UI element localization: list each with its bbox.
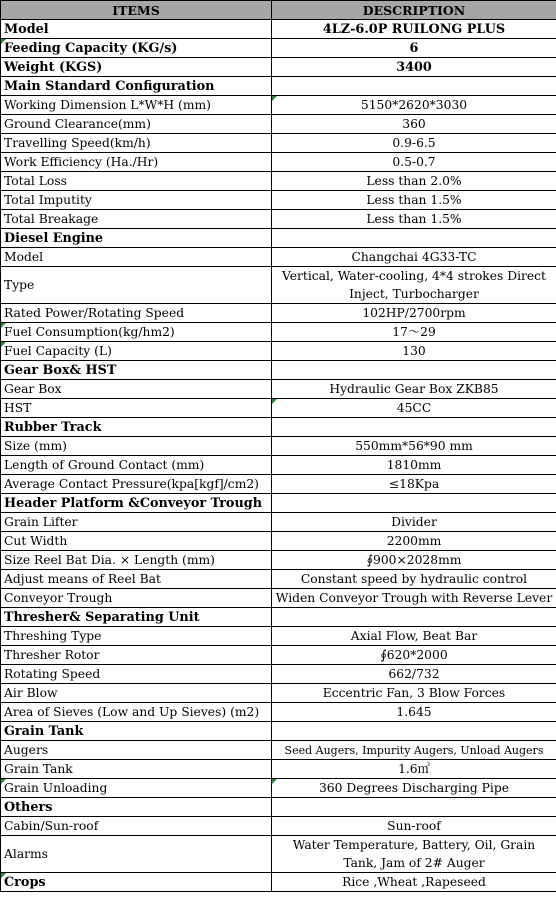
row-label: Type [1,267,272,304]
table-row [1,20,556,39]
table-row [1,589,556,608]
row-label: Thresher Rotor [1,646,272,665]
row-value: 0.9-6.5 [272,134,556,153]
table-row [1,210,556,229]
table-row [1,513,556,532]
column-header-items: ITEMS [1,1,272,20]
section-row [1,361,556,380]
row-label: Fuel Capacity (L) [1,342,272,361]
row-value: 0.5-0.7 [272,153,556,172]
row-value [272,361,556,380]
table-row [1,153,556,172]
row-label: Size Reel Bat Dia. × Length (mm) [1,551,272,570]
table-row [1,551,556,570]
row-value: 360 Degrees Discharging Pipe [272,779,556,798]
row-label: Length of Ground Contact (mm) [1,456,272,475]
table-row [1,646,556,665]
section-row [1,608,556,627]
row-value: Changchai 4G33-TC [272,248,556,267]
row-label: Adjust means of Reel Bat [1,570,272,589]
row-label: Average Contact Pressure(kpa[kgf]/cm2) [1,475,272,494]
row-value: Hydraulic Gear Box ZKB85 [272,380,556,399]
row-value: 550mm*56*90 mm [272,437,556,456]
row-value: Less than 2.0% [272,172,556,191]
table-row [1,399,556,418]
table-header-row [1,1,556,20]
table-row [1,684,556,703]
row-value: Axial Flow, Beat Bar [272,627,556,646]
row-value [272,798,556,817]
table-row [1,741,556,760]
table-row [1,627,556,646]
row-value: 45CC [272,399,556,418]
row-label: Size (mm) [1,437,272,456]
row-label: Fuel Consumption(kg/hm2) [1,323,272,342]
row-value: 1.6㎡ [272,760,556,779]
row-value: 2200mm [272,532,556,551]
row-value: 360 [272,115,556,134]
row-label: Grain Tank [1,760,272,779]
section-title: Main Standard Configuration [1,77,272,96]
table-row [1,134,556,153]
section-title: Thresher& Separating Unit [1,608,272,627]
row-value: 1.645 [272,703,556,722]
section-title: Header Platform &Conveyor Trough [1,494,272,513]
column-header-description: DESCRIPTION [272,1,556,20]
row-value: Seed Augers, Impurity Augers, Unload Augers [272,741,556,760]
table-row [1,267,556,304]
row-value: ∮620*2000 [272,646,556,665]
table-row [1,191,556,210]
row-label: Travelling Speed(km/h) [1,134,272,153]
section-row [1,494,556,513]
row-label: Threshing Type [1,627,272,646]
table-row [1,456,556,475]
table-row [1,532,556,551]
row-value: 5150*2620*3030 [272,96,556,115]
row-label: Conveyor Trough [1,589,272,608]
table-row [1,665,556,684]
section-title: Crops [1,873,272,892]
row-value: Rice ,Wheat ,Rapeseed [272,873,556,892]
table-row [1,760,556,779]
row-label: Air Blow [1,684,272,703]
table-row [1,380,556,399]
table-row [1,836,556,873]
row-value: 3400 [272,58,556,77]
table-row [1,39,556,58]
row-value: 4LZ-6.0P RUILONG PLUS [272,20,556,39]
row-value: 1810mm [272,456,556,475]
row-label: Total Loss [1,172,272,191]
row-value: 130 [272,342,556,361]
row-value [272,722,556,741]
table-row [1,703,556,722]
section-title: Others [1,798,272,817]
table-row [1,437,556,456]
table-row [1,342,556,361]
table-row [1,817,556,836]
row-value: Vertical, Water-cooling, 4*4 strokes Direct Inject, Turbocharger [272,267,556,304]
row-label: Cabin/Sun-roof [1,817,272,836]
row-value: ≤18Kpa [272,475,556,494]
table-row [1,96,556,115]
row-label: Weight (KGS) [1,58,272,77]
row-value: ∮900×2028mm [272,551,556,570]
section-title: Diesel Engine [1,229,272,248]
row-value: Constant speed by hydraulic control [272,570,556,589]
row-label: Area of Sieves (Low and Up Sieves) (m2) [1,703,272,722]
row-value: Sun-roof [272,817,556,836]
row-value: Divider [272,513,556,532]
row-label: Rated Power/Rotating Speed [1,304,272,323]
row-label: HST [1,399,272,418]
section-title: Grain Tank [1,722,272,741]
row-label: Working Dimension L*W*H (mm) [1,96,272,115]
table-row [1,304,556,323]
row-label: Total Breakage [1,210,272,229]
table-row [1,58,556,77]
section-row [1,77,556,96]
row-label: Work Efficiency (Ha./Hr) [1,153,272,172]
row-label: Alarms [1,836,272,873]
section-row [1,229,556,248]
row-value: 102HP/2700rpm [272,304,556,323]
table-row [1,172,556,191]
row-label: Feeding Capacity (KG/s) [1,39,272,58]
table-row [1,248,556,267]
section-row [1,798,556,817]
row-value [272,229,556,248]
section-row [1,418,556,437]
row-label: Total Imputity [1,191,272,210]
table-row [1,779,556,798]
row-value [272,418,556,437]
section-row [1,722,556,741]
table-row [1,475,556,494]
row-label: Model [1,20,272,39]
row-value: Widen Conveyor Trough with Reverse Lever [272,589,556,608]
section-title: Rubber Track [1,418,272,437]
row-value: 17～29 [272,323,556,342]
row-label: Model [1,248,272,267]
row-label: Gear Box [1,380,272,399]
row-value [272,77,556,96]
row-value: Less than 1.5% [272,191,556,210]
row-value [272,608,556,627]
table-row [1,570,556,589]
row-label: Ground Clearance(mm) [1,115,272,134]
row-value: Water Temperature, Battery, Oil, Grain Tank, Jam of 2# Auger [272,836,556,873]
section-row [1,873,556,892]
row-label: Augers [1,741,272,760]
row-label: Grain Unloading [1,779,272,798]
row-label: Grain Lifter [1,513,272,532]
section-title: Gear Box& HST [1,361,272,380]
row-value: Less than 1.5% [272,210,556,229]
table-row [1,115,556,134]
row-value [272,494,556,513]
table-row [1,323,556,342]
row-value: Eccentric Fan, 3 Blow Forces [272,684,556,703]
row-label: Rotating Speed [1,665,272,684]
row-value: 662/732 [272,665,556,684]
row-value: 6 [272,39,556,58]
row-label: Cut Width [1,532,272,551]
